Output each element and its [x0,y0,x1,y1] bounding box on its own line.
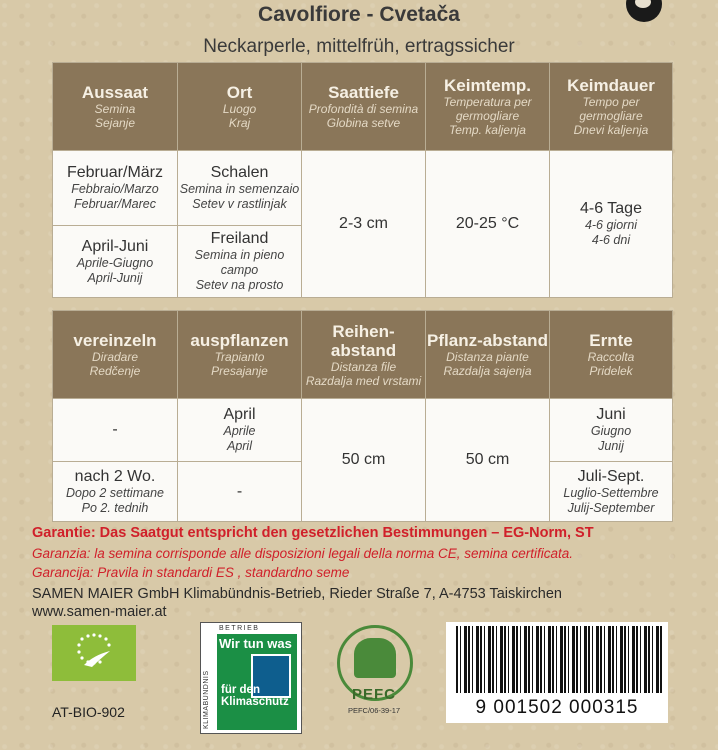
company-address: SAMEN MAIER GmbH Klimabündnis-Betrieb, Rieder Straße 7, A-4753 Taiskirchen [32,586,563,602]
cell-pflanzabstand: 50 cm [426,399,550,522]
product-title: Cavolfiore - Cvetača [258,3,460,26]
header-keimtemp: Keimtemp. Temperatura per germogliare Temp. kaljenja [426,63,550,151]
sowing-table [52,62,673,298]
klima-logo-line1: Wir tun was [219,636,292,651]
cell-keimtemp: 20-25 °C [426,151,550,298]
cell-ort: Schalen Semina in semenzaio Setev v rastlinjak Freiland Semina in pieno campo Setev na prosto [178,151,302,298]
klimabuendnis-logo [200,622,302,734]
header-ernte: Ernte Raccolta Pridelek [550,311,673,399]
header-pflanzabstand: Pflanz-abstand Distanza piante Razdalja sajenja [426,311,550,399]
barcode-number: 9 001502 000315 [446,693,668,723]
header-keimdauer: Keimdauer Tempo per germogliare Dnevi kaljenja [550,63,673,151]
cell-aussaat: Februar/März Febbraio/Marzo Februar/Marec April-Juni Aprile-Giugno April-Junij [53,151,178,298]
cell-saattiefe: 2-3 cm [302,151,426,298]
pefc-code: PEFC/06-39-17 [347,706,401,715]
barcode-bars [456,626,662,694]
guarantee-it: Garanzia: la semina corrisponde alle disposizioni legali della norma CE, semina certificata. [32,546,574,561]
header-vereinzeln: vereinzeln Diradare Redčenje [53,311,178,399]
cell-vereinzeln: - nach 2 Wo. Dopo 2 settimane Po 2. tednih [53,399,178,522]
cell-reihenabstand: 50 cm [302,399,426,522]
product-subtitle: Neckarperle, mittelfrüh, ertragssicher [203,36,515,57]
header-reihenabstand: Reihen-abstand Distanza file Razdalja med vrstami [302,311,426,399]
header-ausspflanzen: auspflanzen Trapianto Presajanje [178,311,302,399]
eu-organic-logo-icon [52,625,136,681]
guarantee-sl: Garancija: Pravila in standardi ES , standardno seme [32,565,350,580]
klima-logo-vertical: KLIMABÜNDNIS [203,670,210,729]
header-aussaat: Aussaat Semina Sejanje [53,63,178,151]
klima-logo-box [217,634,297,730]
planting-table [52,310,673,522]
header-ort: Ort Luogo Kraj [178,63,302,151]
klima-logo-line2: für den Klimaschutz [221,684,289,708]
pefc-name: PEFC [351,686,396,703]
tree-icon [354,638,396,678]
eu-organic-code: AT-BIO-902 [52,704,125,720]
cell-ernte: Juni Giugno Junij Juli-Sept. Luglio-Settembre Julij-September [550,399,673,522]
barcode [446,622,668,698]
header-saattiefe: Saattiefe Profondità di semina Globina setve [302,63,426,151]
cell-keimdauer: 4-6 Tage 4-6 giorni 4-6 dni [550,151,673,298]
company-website: www.samen-maier.at [32,604,167,620]
cell-ausspflanzen: April Aprile April - [178,399,302,522]
guarantee-de: Garantie: Das Saatgut entspricht den gesetzlichen Bestimmungen – EG-Norm, ST [32,525,594,541]
klima-logo-top: BETRIEB [219,625,260,632]
